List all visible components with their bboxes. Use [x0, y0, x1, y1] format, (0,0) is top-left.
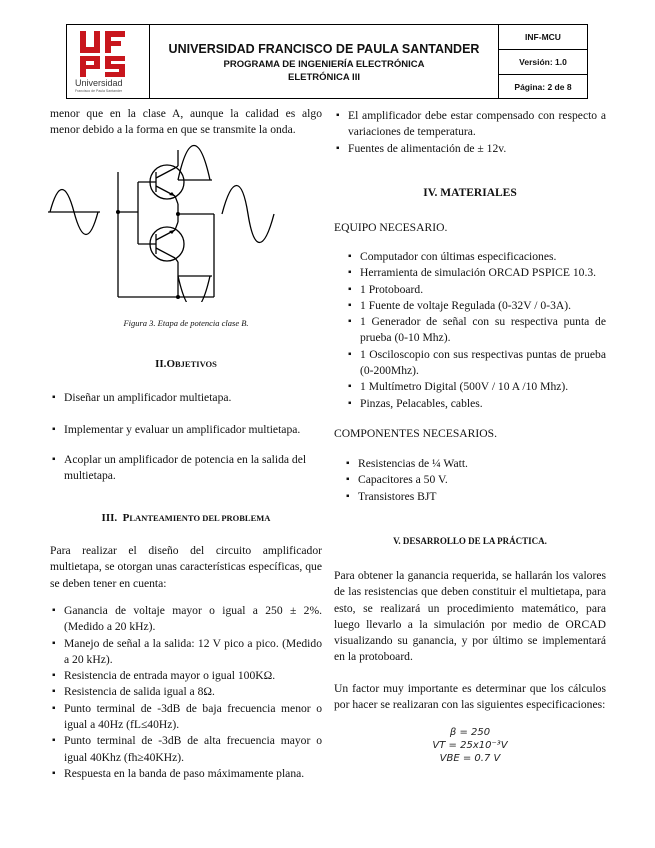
list-item: ▪ Resistencias de ¼ Watt. — [334, 456, 606, 472]
equation-vbe: VBE = 0.7 V — [439, 753, 501, 764]
problem-requirements-list — [50, 603, 322, 782]
development-heading: V. DESARROLLO DE LA PRÁCTICA. — [393, 536, 547, 546]
document-code: INF-MCU — [499, 25, 587, 50]
list-item: ▪ Capacitores a 50 V. — [334, 472, 606, 488]
list-item: ▪ Punto terminal de -3dB de alta frecuencia mayor o igual 40Khz (fh≥40KHz). — [50, 733, 322, 766]
requirements-continued-list — [334, 108, 606, 157]
header-meta — [499, 25, 587, 98]
list-item: ▪ Computador con últimas especificaciones. — [346, 249, 606, 265]
intro-line-2: menor debido a la forma en que se transmite la onda. — [50, 123, 296, 137]
materials-heading: IV. MATERIALES — [423, 187, 517, 199]
list-item: ▪ Acoplar un amplificador de potencia en la salida del multietapa. — [50, 452, 322, 485]
logo-subtitle: Francisco de Paula Santander — [75, 89, 123, 93]
objectives-list-3 — [50, 452, 322, 485]
equation-beta: β = 250 — [449, 727, 491, 738]
list-item: ▪ 1 Generador de señal con su respectiva punta de prueba (0-10 Mhz). — [346, 314, 606, 347]
course-name: ELETRÓNICA III — [288, 72, 360, 83]
objectives-number: II. — [155, 358, 167, 370]
university-name: UNIVERSIDAD FRANCISCO DE PAULA SANTANDER — [168, 42, 480, 56]
problem-heading — [50, 512, 322, 524]
objectives-heading — [50, 358, 322, 370]
list-item: ▪ 1 Multímetro Digital (500V / 10 A /10 Mhz). — [346, 379, 606, 395]
list-item: ▪ Implementar y evaluar un amplificador multietapa. — [50, 422, 322, 438]
objectives-list-2 — [50, 422, 322, 438]
problem-title-rest: LANTEAMIENTO DEL PROBLEMA — [129, 513, 271, 523]
list-item: ▪ 1 Protoboard. — [346, 282, 606, 298]
equipment-list — [346, 249, 606, 412]
intro-text — [50, 106, 322, 139]
components-title: COMPONENTES NECESARIOS. — [334, 427, 497, 440]
problem-intro: Para realizar el diseño del circuito amplificador multietapa, se otorgan unas características específicas, que se deben tener en cuenta: — [50, 544, 322, 590]
lower-half-wave — [178, 276, 210, 302]
list-item: ▪ Diseñar un amplificador multietapa. — [50, 390, 322, 406]
components-list — [334, 456, 606, 505]
logo-name: Universidad — [75, 78, 123, 88]
list-item: ▪ Respuesta en la banda de paso máximamente plana. — [50, 766, 322, 782]
figure-caption: Figura 3. Etapa de potencia clase B. — [123, 318, 249, 328]
document-version: Versión: 1.0 — [499, 50, 587, 75]
list-item: ▪ Ganancia de voltaje mayor o igual a 250 ± 2%. (Medido a 20 kHz). — [50, 603, 322, 636]
objectives-title-initial: O — [166, 358, 175, 370]
list-item: ▪ Pinzas, Pelacables, cables. — [346, 396, 606, 412]
equipment-title: EQUIPO NECESARIO. — [334, 221, 448, 234]
development-paragraph-2: Un factor muy importante es determinar que los cálculos por hacer se realizaran con las siguientes especificaciones: — [334, 682, 606, 712]
list-item: ▪ Resistencia de salida igual a 8Ω. — [50, 684, 322, 700]
objectives-title-rest: BJETIVOS — [175, 359, 217, 369]
list-item: ▪ Fuentes de alimentación de ± 12v. — [334, 141, 606, 157]
intro-line-1: menor que en la clase A, aunque la calidad es algo — [50, 107, 322, 120]
equation-vt: VT = 25x10⁻³V — [432, 740, 508, 751]
document-header — [66, 24, 588, 99]
header-title-block — [150, 25, 499, 98]
list-item: ▪ 1 Osciloscopio con sus respectivas puntas de prueba (0-200Mhz). — [346, 347, 606, 380]
output-sine-wave — [222, 186, 274, 243]
problem-number: III. — [101, 512, 118, 524]
specification-equations — [334, 726, 606, 765]
list-item: ▪ El amplificador debe estar compensado con respecto a variaciones de temperatura. — [334, 108, 606, 141]
list-item: ▪ 1 Fuente de voltaje Regulada (0-32V / 0-3A). — [346, 298, 606, 314]
program-name: PROGRAMA DE INGENIERÍA ELECTRÓNICA — [223, 59, 425, 70]
problem-title-initial: P — [122, 512, 130, 524]
list-item: ▪ Herramienta de simulación ORCAD PSPICE 10.3. — [346, 265, 606, 281]
class-b-circuit-diagram — [48, 142, 280, 302]
development-paragraph-1: Para obtener la ganancia requerida, se hallarán los valores de las resistencias que deben constituir el multietapa, para esto, se realizará un procedimiento matemático, para luego llevarlo a la simulación por medio de ORCAD visualizando su ganancia, y por último se implementará en la protoboard. — [334, 569, 606, 664]
list-item: ▪ Manejo de señal a la salida: 12 V pico a pico. (Medido a 20 kHz). — [50, 636, 322, 669]
list-item: ▪ Transistores BJT — [334, 489, 606, 505]
page-number: Página: 2 de 8 — [514, 82, 572, 92]
objectives-list — [50, 390, 322, 406]
university-logo — [67, 25, 150, 98]
list-item: ▪ Punto terminal de -3dB de baja frecuencia menor o igual a 40Hz (fL≤40Hz). — [50, 701, 322, 734]
list-item: ▪ Resistencia de entrada mayor o igual 100KΩ. — [50, 668, 322, 684]
